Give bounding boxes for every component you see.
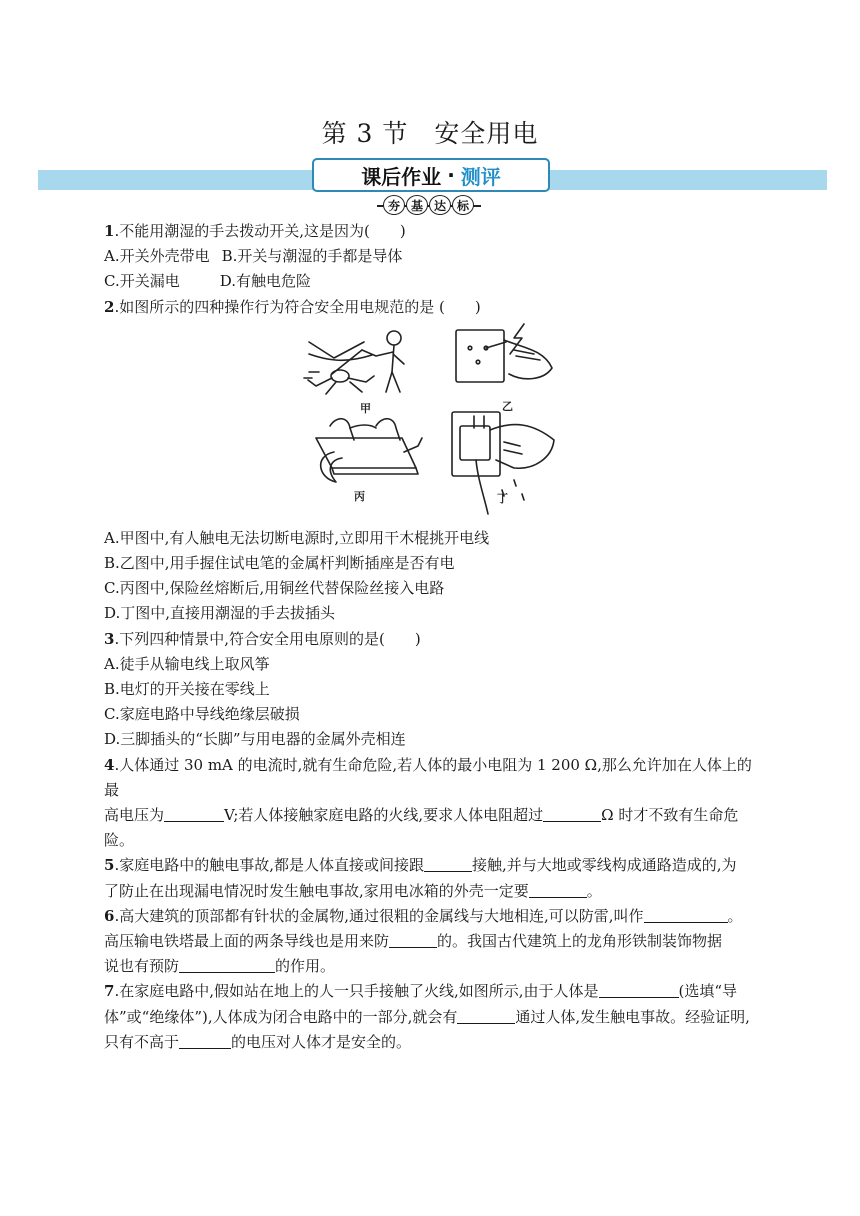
homework-badge xyxy=(312,158,550,192)
question-2-option-b: B.乙图中,用手握住试电笔的金属杆判断插座是否有电 xyxy=(104,554,455,573)
level-tag xyxy=(383,195,475,215)
label-ding: 丁 xyxy=(497,491,508,505)
label-bing: 丙 xyxy=(354,489,365,503)
question-list xyxy=(104,219,764,1055)
question-5: 5.家庭电路中的触电事故,都是人体直接或间接跟 接触,并与大地或零线构成通路造成的,为 xyxy=(104,856,737,875)
question-6-line2: 高压输电铁塔最上面的两条导线也是用来防 的。我国古代建筑上的龙角形铁制装饰物据 xyxy=(104,932,723,951)
answer-blank[interactable] xyxy=(179,1032,231,1049)
question-3-option-b: B.电灯的开关接在零线上 xyxy=(104,680,270,699)
label-jia: 甲 xyxy=(360,401,371,415)
question-7-line3: 只有不高于 的电压对人体才是安全的。 xyxy=(104,1032,412,1051)
question-7-line2: 体”或“绝缘体”),人体成为闭合电路中的一部分,就会有 通过人体,发生触电事故。经验证明, xyxy=(104,1007,750,1026)
level-tag-char: 达 xyxy=(429,195,451,215)
question-4-line3: 险。 xyxy=(104,831,135,850)
answer-blank[interactable] xyxy=(644,906,728,923)
question-2-option-d: D.丁图中,直接用潮湿的手去拔插头 xyxy=(104,604,336,623)
page-title xyxy=(0,114,860,150)
level-tag-char: 夯 xyxy=(383,195,405,215)
question-2-option-a: A.甲图中,有人触电无法切断电源时,立即用干木棍挑开电线 xyxy=(104,528,490,547)
question-2-stem: 2.如图所示的四种操作行为符合安全用电规范的是 ( ) xyxy=(104,297,481,316)
question-4: 4.人体通过 30 mA 的电流时,就有生命危险,若人体的最小电阻为 1 200 Ω,那么允许加在人体上的最 xyxy=(104,755,752,799)
section-title: 安全用电 xyxy=(434,119,539,148)
answer-blank[interactable] xyxy=(599,981,679,998)
question-3-option-c: C.家庭电路中导线绝缘层破损 xyxy=(104,705,300,724)
answer-blank[interactable] xyxy=(179,956,275,973)
badge-accent-text: 测评 xyxy=(460,164,501,189)
question-7: 7.在家庭电路中,假如站在地上的人一只手接触了火线,如图所示,由于人体是 (选填“导 xyxy=(104,982,738,1001)
question-1-options-row2 xyxy=(104,269,764,294)
question-4-line2: 高电压为 V;若人体接触家庭电路的火线,要求人体电阻超过 Ω 时才不致有生命危 xyxy=(104,806,739,825)
question-6: 6.高大建筑的顶部都有针状的金属物,通过很粗的金属线与大地相连,可以防雷,叫作 。 xyxy=(104,906,743,925)
question-3-option-a: A.徒手从输电线上取风筝 xyxy=(104,654,270,673)
answer-blank[interactable] xyxy=(424,855,472,872)
level-tag-char: 基 xyxy=(406,195,428,215)
scene-yi xyxy=(456,324,552,382)
scene-bing xyxy=(316,419,422,482)
option-b: B.开关与潮湿的手都是导体 xyxy=(221,247,403,266)
section-number: 第 3 节 xyxy=(321,119,409,148)
answer-blank[interactable] xyxy=(457,1007,515,1024)
answer-blank[interactable] xyxy=(543,805,601,822)
option-a: A.开关外壳带电 xyxy=(104,247,210,266)
option-d: D.有触电危险 xyxy=(219,272,311,291)
answer-blank[interactable] xyxy=(164,805,224,822)
scene-jia xyxy=(304,331,404,394)
question-5-line2: 了防止在出现漏电情况时发生触电事故,家用电冰箱的外壳一定要 。 xyxy=(104,881,602,900)
question-2-figure xyxy=(104,320,764,526)
badge-dot: · xyxy=(447,163,455,187)
badge-main-text: 课后作业 xyxy=(361,164,442,189)
answer-blank[interactable] xyxy=(389,931,437,948)
answer-blank[interactable] xyxy=(529,881,587,898)
level-tag-char: 标 xyxy=(452,195,474,215)
question-6-line3: 说也有预防 的作用。 xyxy=(104,957,336,976)
question-1-options-row1 xyxy=(104,244,764,269)
question-3-stem: 3.下列四种情景中,符合安全用电原则的是( ) xyxy=(104,629,421,648)
safety-illustrations xyxy=(104,320,764,526)
question-1-stem: 1.不能用潮湿的手去拨动开关,这是因为( ) xyxy=(104,222,406,240)
question-2-option-c: C.丙图中,保险丝熔断后,用铜丝代替保险丝接入电路 xyxy=(104,579,445,598)
question-3-option-d: D.三脚插头的“长脚”与用电器的金属外壳相连 xyxy=(104,730,406,749)
option-c: C.开关漏电 xyxy=(104,272,180,291)
label-yi: 乙 xyxy=(502,399,513,413)
